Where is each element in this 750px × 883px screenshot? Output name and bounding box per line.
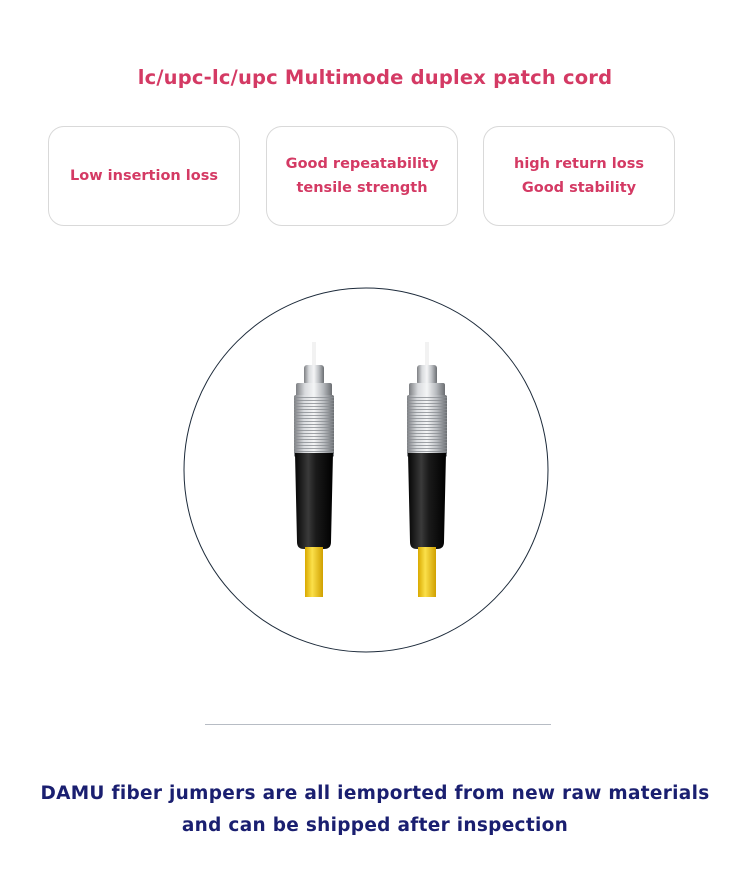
feature-text: tensile strength [296,180,428,196]
fc-connectors-illustration [183,287,549,653]
footer-line-2: and can be shipped after inspection [181,815,569,836]
feature-text: Good stability [521,180,637,196]
page-title: lc/upc-lc/upc Multimode duplex patch cord [137,66,613,89]
product-image [183,287,549,653]
feature-card-repeatability [266,126,458,226]
feature-card-insertion-loss [48,126,240,226]
feature-text: Low insertion loss [70,168,218,184]
footer-line-1: DAMU fiber jumpers are all iemported from new raw materials [40,783,710,804]
feature-text: high return loss [514,156,644,172]
divider [205,724,551,725]
feature-text: Good repeatability [285,156,439,172]
feature-card-return-loss [483,126,675,226]
footer-statement [0,778,750,842]
feature-cards [48,126,676,226]
